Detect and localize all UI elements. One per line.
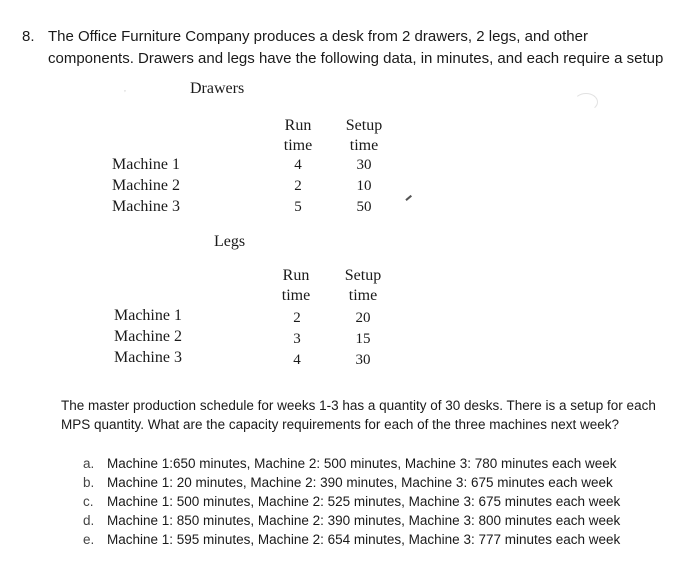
drawers-setup-column — [344, 155, 384, 218]
drawers-run-time-header — [268, 116, 328, 156]
mps-text-line-1: The master production schedule for weeks 1-3 has a quantity of 30 desks. There is a setup for each — [61, 398, 656, 413]
legs-run-column — [277, 308, 317, 371]
legs-run-value: 4 — [293, 352, 301, 368]
choice-letter: d. — [83, 513, 95, 528]
drawers-setup-header-line-1: Setup — [345, 117, 383, 134]
choice-d[interactable] — [83, 513, 620, 528]
choice-c[interactable] — [83, 494, 620, 509]
drawers-run-value: 2 — [294, 178, 302, 194]
legs-run-header-line-2: time — [281, 287, 311, 304]
faint-mark — [574, 93, 598, 111]
faint-mark: , — [124, 84, 126, 93]
drawers-setup-value: 30 — [356, 157, 372, 173]
choice-e[interactable] — [83, 532, 620, 547]
legs-setup-header-line-2: time — [348, 287, 378, 304]
choice-letter: a. — [83, 456, 95, 471]
choice-letter: e. — [83, 532, 95, 547]
legs-title: Legs — [214, 233, 246, 250]
drawers-row-machine-2: Machine 2 — [112, 177, 180, 194]
legs-run-value: 2 — [293, 310, 301, 326]
legs-run-header-line-1: Run — [282, 267, 310, 284]
drawers-run-header-line-1: Run — [284, 117, 312, 134]
legs-setup-value: 15 — [355, 331, 371, 347]
legs-setup-time-header — [333, 266, 393, 306]
legs-run-value: 3 — [293, 331, 301, 347]
question-text-line-1 — [22, 28, 588, 45]
drawers-setup-time-header — [334, 116, 394, 156]
drawers-setup-value: 50 — [356, 199, 372, 215]
choice-letter: b. — [83, 475, 95, 490]
drawers-setup-header-line-2: time — [349, 137, 379, 154]
legs-table-body — [114, 305, 182, 368]
question-number: 8. — [22, 28, 35, 45]
legs-row-machine-3: Machine 3 — [114, 349, 182, 366]
pen-tick-mark — [405, 195, 411, 201]
drawers-run-header-line-2: time — [283, 137, 313, 154]
legs-row-machine-1: Machine 1 — [114, 307, 182, 324]
legs-setup-header-line-1: Setup — [344, 267, 382, 284]
choice-text: Machine 1: 20 minutes, Machine 2: 390 minutes, Machine 3: 675 minutes each week — [107, 475, 613, 490]
drawers-run-value: 4 — [294, 157, 302, 173]
choice-letter: c. — [83, 494, 94, 509]
choice-b[interactable] — [83, 475, 613, 490]
choice-text: Machine 1: 850 minutes, Machine 2: 390 minutes, Machine 3: 800 minutes each week — [107, 513, 621, 528]
legs-run-time-header — [266, 266, 326, 306]
mps-text-line-2: MPS quantity. What are the capacity requirements for each of the three machines next week? — [61, 417, 620, 432]
drawers-title: Drawers — [190, 80, 245, 97]
legs-row-machine-2: Machine 2 — [114, 328, 182, 345]
drawers-setup-value: 10 — [356, 178, 372, 194]
legs-setup-value: 30 — [355, 352, 371, 368]
choice-text: Machine 1: 595 minutes, Machine 2: 654 minutes, Machine 3: 777 minutes each week — [107, 532, 621, 547]
drawers-table-body — [112, 154, 180, 217]
question-text-line-2: components. Drawers and legs have the following data, in minutes, and each require a setup — [48, 50, 664, 67]
drawers-run-column — [278, 155, 318, 218]
drawers-run-value: 5 — [294, 199, 302, 215]
drawers-row-machine-1: Machine 1 — [112, 156, 180, 173]
legs-setup-value: 20 — [355, 310, 371, 326]
question-text: The Office Furniture Company produces a desk from 2 drawers, 2 legs, and other — [48, 28, 588, 45]
choice-text: Machine 1:650 minutes, Machine 2: 500 minutes, Machine 3: 780 minutes each week — [107, 456, 617, 471]
drawers-row-machine-3: Machine 3 — [112, 198, 180, 215]
legs-setup-column — [343, 308, 383, 371]
choice-a[interactable] — [83, 456, 617, 471]
choice-text: Machine 1: 500 minutes, Machine 2: 525 minutes, Machine 3: 675 minutes each week — [107, 494, 621, 509]
